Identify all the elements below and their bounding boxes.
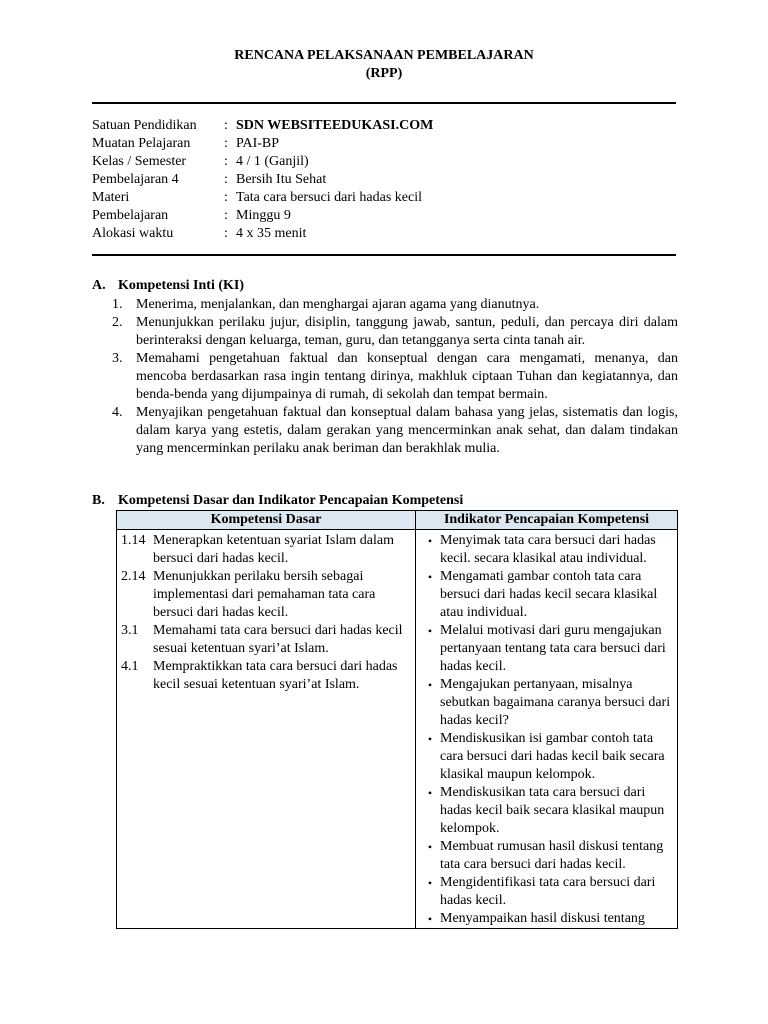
identity-label: Muatan Pelajaran [92,136,191,151]
indicator-item [420,622,673,676]
identity-row [92,189,676,207]
indicator-item [420,730,673,784]
kd-table-header-row [117,511,678,530]
kd-text: Menunjukkan perilaku bersih sebagai implementasi dari pemahaman tata cara bersuci dari hadas kecil. [153,569,376,620]
indicator-item [420,874,673,910]
identity-colon: : [224,226,228,241]
identity-label: Alokasi waktu [92,226,174,241]
identity-colon: : [224,118,228,133]
identity-label: Satuan Pendidikan [92,118,197,133]
document-title: RENCANA PELAKSANAAN PEMBELAJARAN [234,48,534,63]
kd-cell [117,530,416,929]
kd-item [121,568,411,622]
indicator-item [420,910,673,928]
indicator-text: Mengajukan pertanyaan, misalnya sebutkan bagaimana caranya bersuci dari hadas kecil? [440,677,671,728]
identity-label: Pembelajaran [92,208,169,223]
indicator-item [420,532,673,568]
identity-colon: : [224,190,228,205]
indicator-text: Membuat rumusan hasil diskusi tentang tata cara bersuci dari hadas kecil. [440,839,664,872]
section-b-title: Kompetensi Dasar dan Indikator Pencapaian Kompetensi [118,493,464,508]
identity-colon: : [224,172,228,187]
bullet-icon: • [427,624,433,638]
kd-text: Memahami tata cara bersuci dari hadas kecil sesuai ketentuan syari’at Islam. [153,623,403,656]
document-subtitle: (RPP) [365,66,403,81]
ki-number: 3. [112,351,123,366]
bullet-icon: • [427,534,433,548]
identity-label: Pembelajaran 4 [92,172,179,187]
indicator-text: Mengidentifikasi tata cara bersuci dari hadas kecil. [440,875,656,908]
kd-item [121,532,411,568]
section-a-title: Kompetensi Inti (KI) [118,278,244,293]
indicator-item [420,784,673,838]
identity-colon: : [224,136,228,151]
kd-item [121,622,411,658]
section-a-heading [92,277,244,295]
identity-value: Bersih Itu Sehat [236,172,327,187]
bullet-icon: • [427,786,433,800]
ki-item [112,350,678,404]
ki-text: Menyajikan pengetahuan faktual dan konseptual dalam bahasa yang jelas, sistematis dan logis, dalam karya yang estetis, dalam gerakan yang mencerminkan anak sehat, dan dalam tindakan yang mencerminkan perilaku anak beriman dan berakhlak mulia. [136,405,678,456]
kd-code: 2.14 [121,569,146,584]
identity-row [92,207,676,225]
indicator-text: Mendiskusikan isi gambar contoh tata cara bersuci dari hadas kecil baik secara klasikal maupun kelompok. [440,731,665,782]
identity-label: Kelas / Semester [92,154,187,169]
kd-column-header: Kompetensi Dasar [117,511,416,530]
bullet-icon: • [427,732,433,746]
ki-number: 1. [112,297,123,312]
divider-bottom [92,254,676,256]
identity-value: PAI-BP [236,136,280,151]
ki-number: 2. [112,315,123,330]
kd-table [116,510,678,929]
section-b-letter: B. [92,493,105,508]
identity-row [92,117,676,135]
indicator-text: Mendiskusikan tata cara bersuci dari hadas kecil baik secara klasikal maupun kelompok. [440,785,665,836]
indicator-text: Menyampaikan hasil diskusi tentang [440,911,645,926]
identity-label: Materi [92,190,130,205]
indicator-item [420,838,673,874]
identity-row [92,153,676,171]
section-b-heading [92,492,463,510]
identity-row [92,171,676,189]
indicator-item [420,676,673,730]
kd-code: 1.14 [121,533,146,548]
ki-text: Menerima, menjalankan, dan menghargai ajaran agama yang dianutnya. [136,297,540,312]
ki-text: Menunjukkan perilaku jujur, disiplin, tanggung jawab, santun, peduli, dan percaya diri dalam berinteraksi dengan keluarga, teman, guru, dan tetangganya serta cinta tanah air. [136,315,678,348]
kd-text: Mempraktikkan tata cara bersuci dari hadas kecil sesuai ketentuan syari’at Islam. [153,659,398,692]
identity-value: Minggu 9 [236,208,291,223]
identity-row [92,225,676,243]
identity-row [92,135,676,153]
section-a-letter: A. [92,278,106,293]
ki-item [112,296,678,314]
ki-list [112,296,678,458]
identity-colon: : [224,154,228,169]
indicator-text: Mengamati gambar contoh tata cara bersuci dari hadas kecil secara klasikal atau individual. [440,569,658,620]
bullet-icon: • [427,678,433,692]
ki-item [112,314,678,350]
kd-code: 3.1 [121,623,139,638]
bullet-icon: • [427,876,433,890]
bullet-icon: • [427,840,433,854]
ki-item [112,404,678,458]
ki-number: 4. [112,405,123,420]
bullet-icon: • [427,570,433,584]
identity-value: Tata cara bersuci dari hadas kecil [236,190,422,205]
indicator-item [420,568,673,622]
bullet-icon: • [427,912,433,926]
indicator-text: Melalui motivasi dari guru mengajukan pertanyaan tentang tata cara bersuci dari hadas kecil. [440,623,666,674]
identity-block [92,117,676,243]
ki-text: Memahami pengetahuan faktual dan konseptual dengan cara mengamati, menanya, dan mencoba berdasarkan rasa ingin tentang dirinya, makhluk ciptaan Tuhan dan kegiatannya, dan benda-benda yang dijumpainya di rumah, di sekolah dan tempat bermain. [136,351,678,402]
kd-text: Menerapkan ketentuan syariat Islam dalam bersuci dari hadas kecil. [153,533,395,566]
identity-colon: : [224,208,228,223]
kd-code: 4.1 [121,659,139,674]
kd-table-row [117,530,678,929]
identity-value: 4 x 35 menit [236,226,307,241]
indicator-text: Menyimak tata cara bersuci dari hadas kecil. secara klasikal atau individual. [440,533,656,566]
indicator-cell [416,530,678,929]
kd-item [121,658,411,694]
indicator-column-header: Indikator Pencapaian Kompetensi [416,511,678,530]
identity-value: 4 / 1 (Ganjil) [236,154,309,169]
divider-top [92,102,676,104]
identity-value: SDN WEBSITEEDUKASI.COM [236,118,434,133]
